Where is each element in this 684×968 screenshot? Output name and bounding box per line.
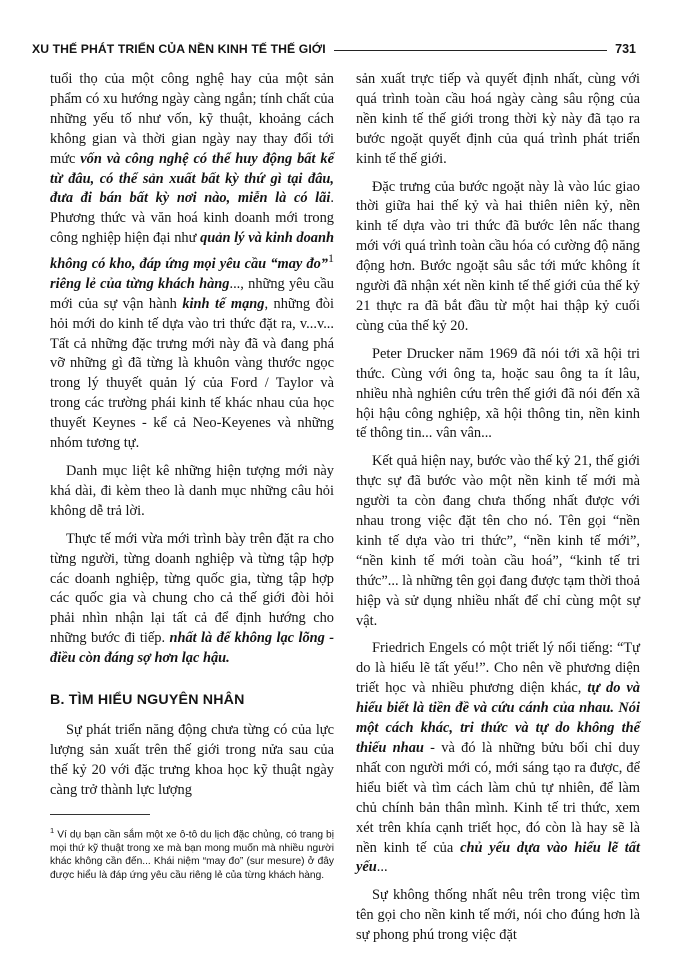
- paragraph: Peter Drucker năm 1969 đã nói tới xã hội tri thức. Cùng với ông ta, hoặc sau ông ta ít lâu, nhiều nhà nghiên cứu trên thế giới đã nói đến xã hội hậu công nghiệp, xã hội thông tin, nền kinh tế thông tin... vân vân...: [356, 345, 640, 442]
- emphasis-text: quản lý và kinh doanh không có kho, đáp ứng mọi yêu cầu “may đo”: [50, 230, 334, 272]
- running-header: [32, 40, 636, 58]
- text-run: . Phương thức và văn hoá kinh doanh mới trong công nghiệp hiện đại như: [50, 190, 334, 247]
- paragraph: [50, 530, 334, 669]
- emphasis-text: riêng lẻ của từng khách hàng: [50, 275, 230, 292]
- footnote-rule: [50, 814, 150, 815]
- text-run: , những đòi hỏi mới do kinh tế dựa vào tri thức đặt ra, v...v... Tất cả những đặc trưng mới này đã và đang phá vỡ những gì đã từng là khuôn vàng thước ngọc trong lý thuyết quản lý của Ford / Taylor và trong các trường phái kinh tế khác nhau của học thuyết Keynes - kể cả Neo-Keyenes và những nhóm tương tự.: [50, 295, 334, 452]
- emphasis-text: nhất là để không lạc lõng - điều còn đáng sợ hơn lạc hậu.: [50, 630, 334, 667]
- section-heading: B. TÌM HIỂU NGUYÊN NHÂN: [50, 692, 245, 709]
- footnote-reference: 1: [328, 251, 334, 266]
- footnote-text: Ví dụ bạn cần sắm một xe ô-tô du lịch đặc chủng, có trang bị mọi thứ kỹ thuật trong xe mà bạn mong muốn mà nhiều người khác không cần đến... Khái niệm “may đo” (sur mesure) ở đây được hiểu là đáp ứng yêu cầu riêng lẻ của từng khách hàng.: [50, 829, 334, 881]
- emphasis-text: vốn và công nghệ có thể huy động bất kể từ đâu, có thể sản xuất bất kỳ thứ gì tại đâu, đưa đi bán bất kỳ nơi nào, miễn là có lãi: [50, 150, 334, 207]
- paragraph: Kết quả hiện nay, bước vào thế kỷ 21, thế giới thực sự đã bước vào một nền kinh tế mới mà người ta còn đang chưa thống nhất được với nhau trong việc đặt tên cho nó. Tên gọi “nền kinh tế dựa vào tri thức”, “nền kinh tế mới”, “nền kinh tế mới toàn cầu hoá”, “kinh tế tri thức”... là những tên gọi đang được tạm thời thoả hiệp và sử dụng nhiều nhất để chỉ cùng một sự vật.: [356, 453, 640, 629]
- paragraph: Đặc trưng của bước ngoặt này là vào lúc giao thời giữa hai thế kỷ và hai thiên niên kỷ, nền kinh tế dựa vào tri thức đã bước lên nấc thang mới với quá trình toàn cầu hóa có cường độ năng động hơn. Bước ngoặt sâu sắc tới mức không ít người đã nhận xét nền kinh tế thế giới của thế kỷ 21 thực ra đã bắt đầu từ một hai thập kỷ cuối cùng của thế kỷ 20.: [356, 178, 640, 334]
- emphasis-text: chủ yếu dựa vào hiểu lẽ tất yếu: [356, 839, 640, 876]
- paragraph: Danh mục liệt kê những hiện tượng mới này khá dài, đi kèm theo là danh mục những câu hỏi không dễ trả lời.: [50, 463, 334, 519]
- paragraph: Sự phát triển năng động chưa từng có của lực lượng sản xuất trên thế giới trong nửa sau của thế kỷ 20 với đặc trưng khoa học kỹ thuật ngày càng trở thành lực lượng: [50, 721, 334, 798]
- header-rule: [334, 50, 607, 51]
- text-run: Friedrich Engels có một triết lý nổi tiếng: “Tự do là hiểu lẽ tất yếu!”. Cho nên về phương diện triết học và nhiều phương diện khác,: [356, 640, 640, 697]
- page-number: 731: [615, 42, 636, 56]
- paragraph: [50, 70, 334, 454]
- footnote: [50, 824, 334, 882]
- text-run: - và đó là những bửu bối chỉ duy nhất con người mới có, mới sáng tạo ra được, để hiểu biết và tìm cách làm chủ tự nhiên, để làm chủ chính bản thân mình. Kinh tế tri thức, xem xét trên khía cạnh triết học, đó còn là hay sẽ là nền kinh tế của: [356, 740, 640, 856]
- paragraph: sản xuất trực tiếp và quyết định nhất, cùng với quá trình toàn cầu hoá ngày càng sâu rộng của nền kinh tế thế giới trong thời kỳ này đã tạo ra bước ngoặt quyết định của quá trình phát triển kinh tế thế giới.: [356, 71, 640, 167]
- paragraph: [356, 639, 640, 878]
- emphasis-text: kinh tế mạng: [182, 295, 265, 312]
- emphasis-text: tự do và hiểu biết là tiền đề và cứu cánh của nhau. Nói một cách khác, tri thức và tự do không thể thiếu nhau: [356, 680, 641, 756]
- text-run: Thực tế mới vừa mới trình bày trên đặt ra cho từng người, từng doanh nghiệp và từng tập hợp các doanh nghiệp, từng quốc gia, từng tập hợp các quốc gia và chung cho cả thế giới đòi hỏi phải nhìn nhận lại tất cả để định hướng cho những bước đi tiếp.: [50, 530, 334, 647]
- paragraph: Sự không thống nhất nêu trên trong việc tìm tên gọi cho nền kinh tế mới, nói cho đúng hơn là sự phong phú trong việc đặt: [356, 887, 640, 944]
- text-run: ..., những yêu cầu mới của sự vận hành: [50, 275, 334, 312]
- text-run: ...: [376, 859, 388, 876]
- running-header-title: XU THẾ PHÁT TRIỂN CỦA NỀN KINH TẾ THẾ GIỚI: [32, 42, 326, 56]
- left-column: [50, 70, 334, 801]
- text-run: tuổi thọ của một công nghệ hay của một sản phẩm có xu hướng ngày càng ngắn; tính chất của những yếu tố như vốn, kỹ thuật, khoảng cách không gian và thời gian ngày nay thay đổi tới mức: [50, 71, 334, 167]
- footnote-marker: 1: [50, 826, 55, 835]
- right-column: [356, 70, 640, 946]
